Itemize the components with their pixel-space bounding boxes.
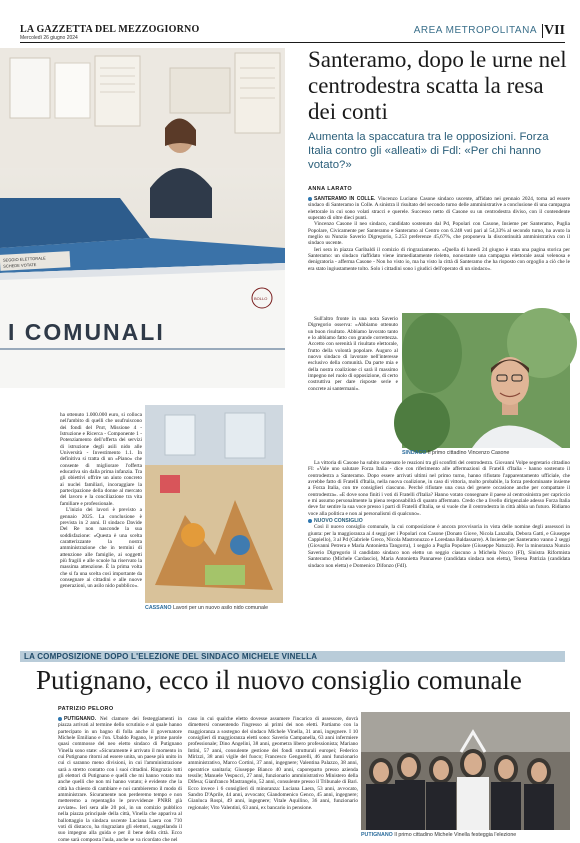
- section-strip: [20, 651, 565, 662]
- portrait-caption-text: Il primo cittadino Vincenzo Casone: [427, 450, 510, 456]
- cassano-caption-label: CASSANO: [145, 605, 172, 611]
- portrait-illustration: [402, 313, 570, 448]
- newspaper-title: LA GAZZETTA DEL MEZZOGIORNO: [20, 24, 200, 35]
- article2-column-1: [58, 716, 182, 843]
- article1-body-narrow: [308, 316, 398, 462]
- section-strip-text: LA COMPOSIZIONE DOPO L'ELEZIONE DEL SINDACO MICHELE VINELLA: [24, 652, 318, 661]
- article2-column-2: [188, 716, 358, 837]
- cassano-paragraph-1: ha ottenuto 1.000.000 euro, si colloca nell'ambito di quelli che usufruiscono dei fondi del Pnrr, Missione 4 - Istruzione e Ricerca - Componente 1 - Potenziamento dell'offerta dei servizi di istruzione degli asili nido alle Università - Investimento 1.1. In definitiva si tratta di un «Piano» che consente di migliorare l'offerta educativa sin dalla prima infanzia. Tra gli obiettivi offrire un aiuto concreto ai nuclei familiari, incoraggiare la partecipazione della donne al mercato del lavoro e la conciliazione tra vita familiare e professionale.: [60, 412, 142, 507]
- issue-date: Mercoledì 26 giugno 2024: [20, 35, 78, 41]
- box-label-line1: SEGGIO ELETTORALE: [2, 255, 46, 263]
- article1-headline: Santeramo, dopo le urne nel centrodestra scatta la resa dei conti: [308, 47, 567, 124]
- article2-byline: PATRIZIO PELORO: [58, 706, 114, 712]
- article1-body-top: [308, 196, 570, 314]
- nursery-construction-photo: [145, 405, 283, 603]
- cassano-caption-text: Lavori per un nuovo asilo nido comunale: [172, 605, 269, 611]
- article1-lead-label: SANTERAMO IN COLLE.: [314, 196, 376, 202]
- article1-paragraph-5: La vittoria di Casone ha subito scatenato le reazioni tra gli sconfitti del centrodestra. Giovanni Volpe segretario cittadino FI: «Vale uno salutare Forza Italia - dice con riferimento alle affermazioni di Fratelli d'Italia - hanno sostenuto il centrodestra a Santeramo. Dopo essere arrivati ultimi nel primo turno, hanno rifiutato l'apparentamento ufficiale, che avrebbe fatto di Fratelli d'Italia, nella nuova coalizione, in caso di vittoria, molto probabile, la forza predominante insieme a Forza Italia, con tre consiglieri ciascuno. Perché rifiutare una cosa del genere occasione anche per compattare il centrodestra». «E dove sono finiti i voti di Fratelli d'Italia? Hanno votato consegnare il paese al centrosinistra per capriccio e mi assumo personalmente la piena responsabilità di quanto affermato. Credo che a livello dirigenziale adesso Forza Italia deve far sentire la sua voce presso i parti di Fratelli d'Italia, se si vuole che il centrodestra in città abbia un futuro. Ridiamo voce alla politica e non ai personalismi di qualcuno».: [308, 460, 570, 517]
- bullet-icon: [308, 519, 312, 523]
- article1-paragraph-6: Così il nuovo consiglio comunale, la cui composizione è ancora provvisoria in vista delle nomine degli assessori in giunta: per la maggioranza ai 4 seggi per i Popolari con Casone (Donato Giove, Nicola Lanzalla, Debora Gatti, e Giuseppe Cappiello), 3 al Pd (Gabriele Greco, Nicola Mastronuzzo e Loredana Baldassarre). A Insieme per Santeramo vanno 2 seggi (Giovanni Petrera e Maria Antonietta Tangorra), 1 seggio a Puglia Popolare (Giuseppe Natuzzi). Per la minoranza Nunzio Saverio Digregorio il candidato sindaco non eletto un seggio ciascuno a Michela Nocco (FI), Sinistra Riformista Santeramo (Michele Cardascio), Maria Antonietta Pannarese (candidata sindaca non eletta), Teresa Patrizia (candidata sindaco non eletta) e Domenico Difonzo (FdI).: [308, 524, 570, 569]
- seal-text: BOLLO: [254, 296, 268, 301]
- masthead-divider: [542, 24, 543, 38]
- article2-col1-text: Nel clamore dei festeggiamenti in piazza arrivati al termine dello scrutinio e al quale hanno partecipato in un bagno di folla anche il governatore Michele Emiliano e l'on. Ubaldo Pagano, le prime parole quasi commosse del neo eletto sindaco di Putignano Vinella sono state: «Sicuramente è arrivato il momento in cui Putignano ritorni ad essere unita, un paese più unito in cui ci saranno meno divisioni, in cui l'amministrazione sarà a stretto contatto con i suoi cittadini. Ringrazio tutti gli elettori di Putignano e quelli che mi hanno votato ma anche quelli che non mi hanno votato; è evidente che la città ha chiesto di cambiare e noi cambieremo il modo di amministrare. Sicuramente non perderemo tempo e non metteremo a repentaglio le provvidenze PNRR già avviate». Ieri sera alle 20 poi, in un comizio pubblico nella piazza principale della città, Vinella che appariva al ballottaggio la sindaca uscente Luciana Laera con 710 voti di distacco, ha ringraziato gli elettori, suggellando il suo impegno alla guida e per il bene della città. Ecco come sarà composta l'aula, anche se va ricordato che nel: [58, 716, 182, 843]
- article1-paragraph-1: Vincenzo Luciano Casone sindaco uscente, affidato nei gennaio 2024, torna ad essere sindaco di Santeramo in Colle. A sinistra il risultato del secondo turno delle amministrative a conclusione di una campagna elettorale in cui sono volati stracci e querele. Successo netto di Casone su un centrodestra diviso, con il contendente superato di oltre dieci punti.: [308, 196, 571, 222]
- article1-body-bottom: [308, 460, 570, 646]
- box-banner-text: I COMUNALI: [8, 319, 165, 345]
- bullet-icon: [308, 197, 312, 201]
- section-name: AREA METROPOLITANA: [413, 25, 537, 36]
- mayor-portrait-photo: [402, 313, 570, 448]
- page-number: VII: [543, 23, 565, 38]
- portrait-caption: [402, 450, 570, 456]
- cassano-paragraph-2: L'inizio dei lavori è previsto a gennaio 2025. La conclusione è prevista in 2 anni. Il sindaco Davide Del Re non nasconde la sua soddisfazione: «Questa è una scelta caratterizzante la nostra amministrazione che in termini di attenzione alle famiglie, ai soggetti più fragili e alle scuole ha riservato la massima attenzione. È la prima volta che si fa una scelta così importante da consegnare ai cittadini e alle nuove generazioni, un asilo nido pubblico».: [60, 507, 142, 590]
- article2-lead-label: PUTIGNANO.: [64, 716, 96, 722]
- article1-paragraph-2: Vincenzo Casone il neo sindaco, candidato sostenuto dal Pd, Popolari con Casone, Insieme per Santeramo, Puglia Popolare, Civicamente per Santeramo e Santeramo al Centro con 6.248 voti pari al 54,33% al secondo turno, ha avuto la meglio su Nunzio Saverio Digregorio, 5.253 preferenze 45,67%, che proponeva la discontinuità amministrativa con il sindaco uscente.: [308, 221, 570, 247]
- article2-col2-text: caso in cui qualche eletto dovesse assumere l'incarico di assessore, dovrà dimettersi consentendo l'ingresso ai primi dei non eletti. Partiamo con la maggioranza a sostegno del sindaco Michele Vinella, 31 anni, ingegnere. I 10 consiglieri di maggioranza eletti sono: Saverio Campanella, 63 anni infermiere professionale; Dino Angelini, 38 anni, geometra libero professionista; Mariano Intini, 57 anni, consulente gestione dei fondi strutturali europei; Federico Mirizzi, 38 anni vigile del fuoco; Francesco Gengarelli, 46 anni funzionario amministrativo, Marco Cortini, 37 anni, ingegnere; Valentina Palazzo, 38 anni, operatrice sanitaria; Giuseppe Bianco 40 anni, caporeparto presso azienda tessile; Manuele Vespucci, 27 anni, funzionario amministrativo Ministero della Difesa; Gianfranco Mastrangelo, 52 anni, consulente presso il Tribunale di Bari. Ecco invece i 6 consiglieri di minoranza: Luciana Laera, 53 anni, avvocato, Sandro D'Aprile, 44 anni, avvocato; Giandomenico Genco, 45 anni, ingegnere; Gianluca Rospi, 49 anni, ingegnere; Vitale Aquilino, 36 anni, funzionario regionale; Vito Valentini, 63 anni, ex bancario in pensione.: [188, 716, 358, 811]
- article1-byline: ANNA LARATO: [308, 186, 353, 192]
- article1-paragraph-3: Ieri sera in piazza Garibaldi il comizio di ringraziamento. «Quella di lunedì 24 giugno è stata una pagina storica per Santeramo: un sindaco riaffidato viene immediatamente rieletto, nonostante una campagna elettorale assai velenosa e denigratoria - afferma Casone - Non ho visto io, ma ha visto la città di Santeramo che ha risposto con orgoglio a ciò che le era stato ingiustamente tolto. Solo i cittadini sono i giudici dell'operato di un sindaco».: [308, 246, 570, 272]
- putignano-caption-text: Il primo cittadino Michele Vinella festeggia l'elezione: [394, 832, 517, 838]
- article1-subsection-label: NUOVO CONSIGLIO: [314, 518, 363, 525]
- putignano-caption: [361, 832, 571, 838]
- nursery-illustration: [145, 405, 283, 603]
- ballot-box-photo: [0, 48, 285, 388]
- cassano-article-body: [60, 412, 142, 608]
- bullet-icon: [58, 717, 62, 721]
- article1-paragraph-4: Sull'altro fronte in una nota Saverio Digregorio osserva: «Abbiamo ottenuto un buon risultato. Abbiamo lavorato tanto e lo abbiamo fatto con grande correttezza. Accetto con serenità il risultato elettorale, frutto della volontà popolare. Auguro al nuovo sindaco di lavorare nell'interesse esclusivo della comunità. Da parte mia e della nostra coalizione ci sarà il massimo impegno nel ruolo di opposizione, di certo costruttiva per dare risposte serie e concrete ai santermani».: [308, 316, 398, 392]
- article2-headline: Putignano, ecco il nuovo consiglio comunale: [36, 665, 522, 695]
- box-label-line2: SCHEDE VOTATE: [3, 261, 37, 269]
- article1-subheadline: Aumenta la spaccatura tra le opposizioni. Forza Italia contro gli «alleati» di Fdl: «Per chi hanno votato?»: [308, 131, 549, 171]
- crowd-illustration: [361, 712, 570, 830]
- putignano-caption-label: PUTIGNANO: [361, 832, 393, 838]
- masthead: [20, 22, 565, 43]
- cassano-caption: [145, 605, 285, 611]
- portrait-caption-label: SINDACO: [402, 450, 427, 456]
- celebration-photo: [361, 712, 570, 830]
- ballot-box-illustration: [0, 48, 285, 388]
